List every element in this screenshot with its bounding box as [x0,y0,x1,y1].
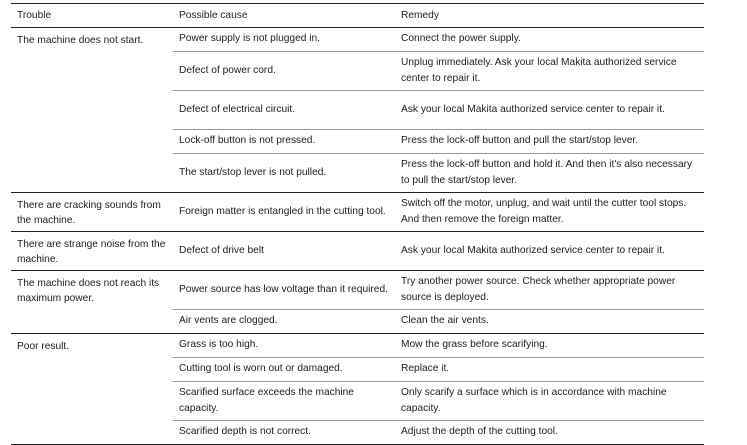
header-trouble: Trouble [11,4,173,28]
table-row [11,192,704,231]
table-row [11,231,704,270]
table-row [11,333,704,357]
remedy-cell: Press the lock-off button and pull the start/stop lever. [395,129,704,153]
table-row [11,27,704,51]
cause-cell: Power source has low voltage than it required. [173,270,395,309]
cause-cell: Scarified surface exceeds the machine capacity. [173,381,395,420]
remedy-cell: Mow the grass before scarifying. [395,333,704,357]
remedy-cell: Connect the power supply. [395,27,704,51]
remedy-cell: Ask your local Makita authorized service center to repair it. [395,231,704,270]
cause-cell: Scarified depth is not correct. [173,420,395,444]
cause-cell: Cutting tool is worn out or damaged. [173,357,395,381]
remedy-cell: Clean the air vents. [395,309,704,333]
cause-cell: Defect of power cord. [173,51,395,90]
remedy-cell: Ask your local Makita authorized service center to repair it. [395,90,704,129]
cause-cell: Grass is too high. [173,333,395,357]
cause-cell: Power supply is not plugged in. [173,27,395,51]
header-remedy: Remedy [395,4,704,28]
remedy-cell: Switch off the motor, unplug, and wait until the cutter tool stops. And then remove the foreign matter. [395,192,704,231]
trouble-cell: The machine does not start. [11,27,173,192]
trouble-cell: There are cracking sounds from the machine. [11,192,173,231]
trouble-cell: Poor result. [11,333,173,444]
cause-cell: The start/stop lever is not pulled. [173,153,395,192]
trouble-cell: There are strange noise from the machine. [11,231,173,270]
table-row [11,270,704,309]
remedy-cell: Unplug immediately. Ask your local Makita authorized service center to repair it. [395,51,704,90]
remedy-cell: Try another power source. Check whether appropriate power source is deployed. [395,270,704,309]
troubleshooting-table [11,3,704,445]
header-possible-cause: Possible cause [173,4,395,28]
table-header-row [11,4,704,28]
remedy-cell: Press the lock-off button and hold it. And then it's also necessary to pull the start/stop lever. [395,153,704,192]
trouble-cell: The machine does not reach its maximum power. [11,270,173,333]
remedy-cell: Adjust the depth of the cutting tool. [395,420,704,444]
cause-cell: Foreign matter is entangled in the cutting tool. [173,192,395,231]
cause-cell: Defect of drive belt [173,231,395,270]
cause-cell: Defect of electrical circuit. [173,90,395,129]
troubleshooting-document [11,3,704,445]
remedy-cell: Only scarify a surface which is in accordance with machine capacity. [395,381,704,420]
cause-cell: Lock-off button is not pressed. [173,129,395,153]
cause-cell: Air vents are clogged. [173,309,395,333]
remedy-cell: Replace it. [395,357,704,381]
